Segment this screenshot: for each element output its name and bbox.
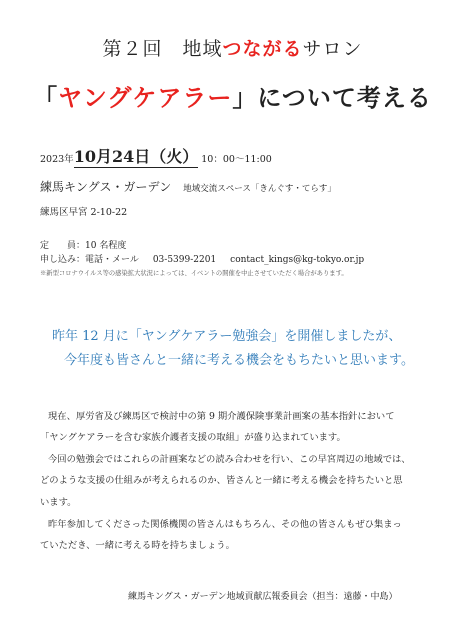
intro-line-1: 昨年 12 月に「ヤングケアラー勉強会」を開催しましたが、 [52,329,402,344]
title-line-2 [0,78,465,113]
venue-name: 練馬キングス・ガーデン [40,180,172,194]
title-topic: ヤングケアラー [58,83,233,112]
title-prefix: 第２回 地域 [102,38,223,60]
body-line-4: どのような支援の仕組みが考えられるのか、皆さんと一緒に考える機会を持ちたいと思 [40,475,403,486]
title-open-bracket: 「 [33,83,59,112]
body-line-6: 昨年参加してくださった関係機関の皆さんはもちろん、その他の皆さんもぜひ集まっ [48,519,402,530]
event-year: 2023年 [40,154,74,165]
covid-notice: ※新型コロナウイルス等の感染拡大状況によっては、イベントの開催を中止させていただく場合があります。 [40,270,348,277]
title-topic-suffix: 」について考える [232,83,432,112]
apply-label: 申し込み：電話・メール [40,255,139,265]
event-date [40,144,272,167]
event-capacity: 定 員：10 名程度 [40,241,127,251]
body-line-7: ていただき、一緒に考える時を持ちましょう。 [40,540,235,551]
title-suffix: サロン [302,38,363,60]
event-address: 練馬区早宮 2-10-22 [40,207,128,218]
intro-line-2: 今年度も皆さんと一緒に考える機会をもちたいと思います。 [64,353,414,368]
event-time: 10：00～11:00 [201,154,272,165]
event-venue [40,178,336,195]
body-line-1: 現在、厚労省及び練馬区で検討中の第 9 期介護保険事業計画案の基本指針において [48,411,395,422]
event-day: 10月24日（火） [73,147,199,166]
title-accent: つながる [222,38,303,60]
body-line-5: います。 [40,497,77,508]
apply-phone: 03-5399-2201 [152,255,217,265]
apply-email: contact_kings@kg-tokyo.or.jp [230,255,365,265]
body-line-3: 今回の勉強会ではこれらの計画案などの読み合わせを行い、この早宮周辺の地域では、 [48,454,411,465]
body-line-2: 「ヤングケアラーを含む家族介護者支援の取組」が盛り込まれています。 [40,432,346,443]
venue-room: 地域交流スペース「きんぐす・てらす」 [183,184,336,194]
title-line-1 [0,34,465,61]
event-apply [40,252,364,265]
footer-organizer: 練馬キングス・ガーデン地域貢献広報委員会（担当：遠藤・中島） [128,592,398,602]
